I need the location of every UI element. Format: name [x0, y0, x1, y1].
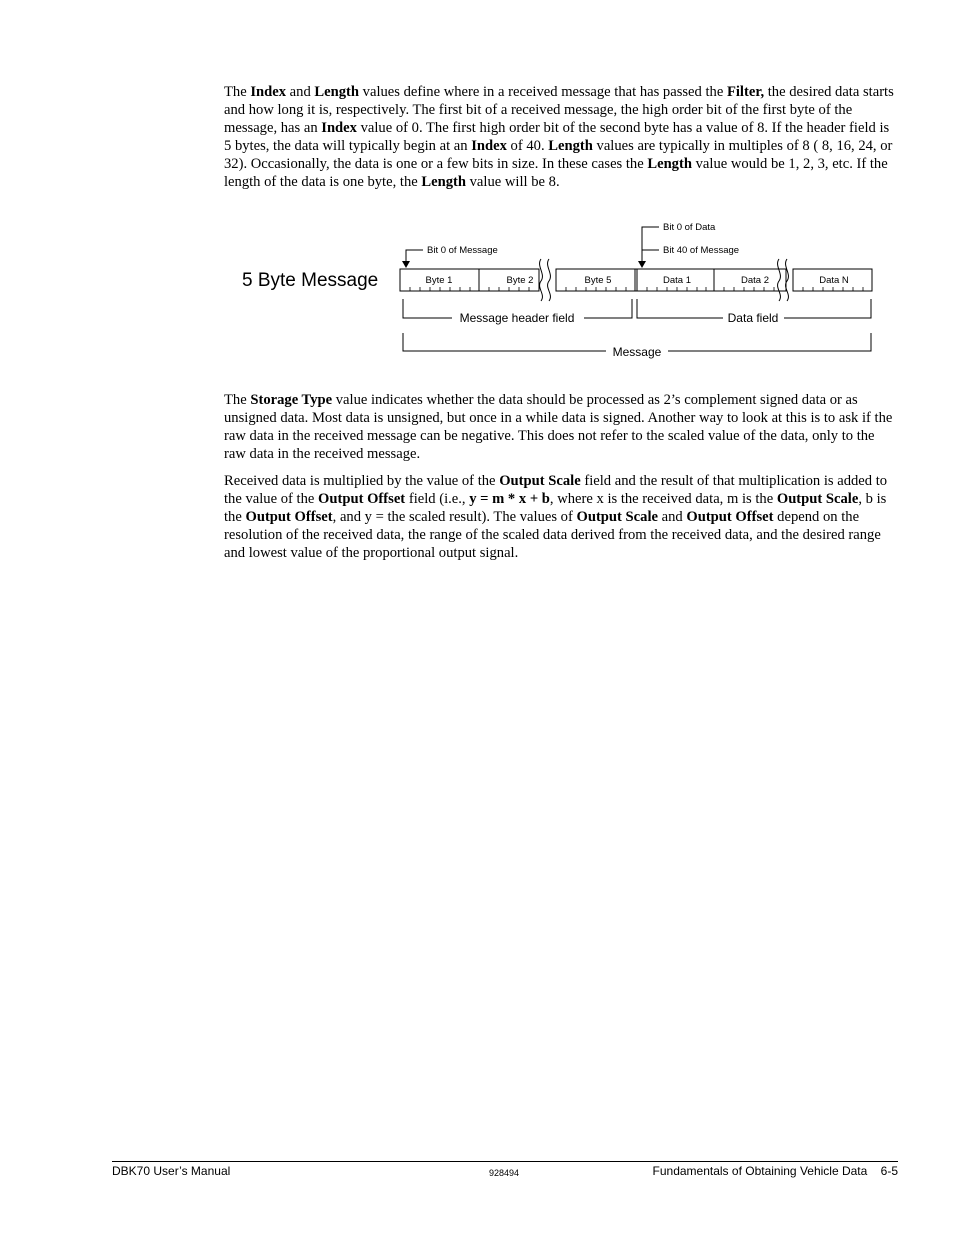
cell-data-1: Data 1: [663, 275, 691, 286]
footer-manual-title: DBK70 User’s Manual: [112, 1164, 231, 1178]
bold-term: Length: [421, 174, 466, 190]
text-run: , and y = the scaled result). The values of: [332, 509, 577, 525]
text-run: values are typically in multiples of 8 ( 8, 16, 24, or 32). Occasionally, the data is one or a few bits in size. In these cases the: [224, 138, 893, 172]
bit0-data-label: Bit 0 of Data: [663, 222, 716, 233]
bold-term: Index: [471, 138, 507, 154]
bold-term: y = m * x + b: [469, 491, 550, 507]
bold-term: Index: [250, 84, 287, 100]
bold-term: Output Scale: [499, 473, 581, 489]
bold-term: Output Scale: [576, 509, 658, 525]
text-run: , b is the: [224, 491, 887, 525]
bold-term: Index: [321, 120, 357, 136]
text-run: field (i.e.,: [405, 491, 470, 507]
bit0-message-pointer: [402, 245, 498, 268]
text-run: value of 0. The first high order bit of the second byte has a value of 8. If the header field is 5 bytes, the data will typically begin at an: [224, 120, 890, 154]
footer-section-page: Fundamentals of Obtaining Vehicle Data 6-5: [652, 1164, 898, 1178]
bold-term: Length: [548, 138, 593, 154]
bold-term: Output Offset: [686, 509, 774, 525]
text-run: value would be 1, 2, 3, etc. If the length of the data is one byte, the: [224, 156, 888, 190]
bold-term: Storage Type: [250, 392, 333, 408]
text-run: of 40.: [506, 138, 549, 154]
cell-byte-5: Byte 5: [584, 275, 612, 286]
bold-term: Filter,: [726, 84, 765, 100]
footer-part-number: 928494: [489, 1168, 520, 1178]
text-run: and: [657, 509, 687, 525]
text-run: value will be 8.: [465, 174, 560, 190]
text-run: field and the result of that multiplication is added to the value of the: [224, 473, 888, 507]
bold-term: Length: [314, 84, 360, 100]
cell-data-2: Data 2: [741, 275, 769, 286]
text-run: The: [224, 392, 251, 408]
cell-byte-2: Byte 2: [506, 275, 534, 286]
break-mark-left: [540, 259, 551, 301]
text-run: , where x is the received data, m is the: [549, 491, 777, 507]
message-diagram: [0, 0, 954, 380]
text-run: depend on the resolution of the received data, the range of the scaled data derived from the received data, and the desired range and lowest value of the proportional output signal.: [224, 509, 881, 561]
cell-byte-1: Byte 1: [425, 275, 453, 286]
message-label: Message: [612, 345, 662, 359]
text-run: the desired data starts and how long it is, respectively. The first bit of a received message, the high order bit of the first byte of the message, has an: [224, 84, 894, 136]
break-mark-right: [778, 259, 789, 301]
text-run: Received data is multiplied by the value of the: [224, 473, 500, 489]
bit0-message-label: Bit 0 of Message: [427, 245, 498, 256]
paragraph-output-scale: [224, 472, 900, 562]
text-run: The: [224, 84, 251, 100]
bold-term: Output Offset: [318, 491, 406, 507]
text-run: and: [286, 84, 315, 100]
bold-term: Output Scale: [776, 491, 859, 507]
bold-term: Output Offset: [245, 509, 333, 525]
diagram-title: 5 Byte Message: [242, 270, 379, 291]
footer-rule: [112, 1161, 898, 1162]
data-field-label: Data field: [727, 311, 779, 325]
paragraph-storage-type: [224, 391, 900, 463]
bit40-message-label: Bit 40 of Message: [663, 245, 740, 256]
cell-data-n: Data N: [819, 275, 849, 286]
header-field-label: Message header field: [459, 311, 575, 325]
text-run: value indicates whether the data should be processed as 2’s complement signed data or as unsigned data. Most data is unsigned, but once in a while data is signed. Another way to look at this is to ask if the raw data in the received message can be negative. This does not refer to the scaled value of the data, only to the raw data in the received message.: [224, 392, 893, 462]
bold-term: Length: [647, 156, 692, 172]
text-run: values define where in a received message that has passed the: [359, 84, 727, 100]
bit0-data-pointer: [638, 222, 739, 268]
byte-row: [400, 269, 872, 291]
